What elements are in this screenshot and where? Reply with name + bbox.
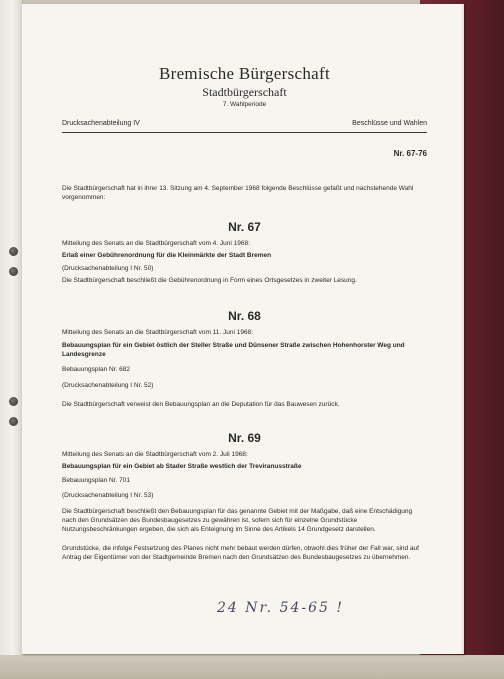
binder-edge bbox=[0, 0, 23, 679]
section-mitteilung: Mitteilung des Senats an die Stadtbürgerschaft vom 11. Juni 1968: bbox=[62, 329, 254, 336]
category-label: Beschlüsse und Wahlen bbox=[352, 120, 427, 127]
binder-ring bbox=[9, 267, 18, 276]
section-number: Nr. 68 bbox=[228, 309, 261, 323]
header-rule bbox=[62, 132, 427, 133]
section-number: Nr. 67 bbox=[228, 220, 261, 234]
document-number: Nr. 67-76 bbox=[393, 149, 427, 158]
section-title: Bebauungsplan für ein Gebiet ab Stader Straße westlich der Treviranusstraße bbox=[62, 463, 302, 470]
section-plan: Bebauungsplan Nr. 701 bbox=[62, 477, 130, 484]
binder-ring bbox=[9, 417, 18, 426]
page-subtitle: Stadtbürgerschaft bbox=[202, 85, 287, 99]
binder-ring bbox=[9, 397, 18, 406]
handwritten-note: 24 Nr. 54-65 ! bbox=[217, 600, 345, 616]
intro-text: Die Stadtbürgerschaft hat in ihrer 13. Sitzung am 4. September 1968 folgende Beschlüsse gefaßt und nachstehende Wahl vorgenommen: bbox=[62, 185, 414, 201]
section-decision: Die Stadtbürgerschaft beschließt den Bebauungsplan für das genannte Gebiet mit der Maßgabe, daß eine Entschädigung nach den Grundsätzen des Bundesbaugesetzes zu gewähren ist, sofern sich für einzelne Grundstücke Nutzungsbeschränkungen ergeben, die sich als Enteignung im Sinne des Artikels 14 Grundgesetz darstellen. bbox=[62, 508, 413, 533]
section-title: Bebauungsplan für ein Gebiet östlich der Steller Straße und Dünsener Straße zwischen Hohenhorster Weg und Landesgrenze bbox=[62, 342, 405, 358]
document-page bbox=[22, 4, 464, 654]
section-decision: Die Stadtbürgerschaft beschließt die Gebührenordnung in Form eines Ortsgesetzes in zweiter Lesung. bbox=[62, 277, 357, 284]
department-label: Drucksachenabteilung IV bbox=[62, 120, 140, 127]
binder-ring bbox=[9, 247, 18, 256]
section-mitteilung: Mitteilung des Senats an die Stadtbürgerschaft vom 4. Juni 1968: bbox=[62, 240, 250, 247]
section-title: Erlaß einer Gebührenordnung für die Kleinmärkte der Stadt Bremen bbox=[62, 252, 272, 259]
section-number: Nr. 69 bbox=[228, 431, 261, 445]
section-decision: Die Stadtbürgerschaft verweist den Bebauungsplan an die Deputation für das Bauwesen zurück. bbox=[62, 401, 340, 408]
legislative-period: 7. Wahlperiode bbox=[222, 101, 267, 108]
section-reference: (Drucksachenabteilung I Nr. 50) bbox=[62, 265, 154, 272]
page-title: Bremische Bürgerschaft bbox=[158, 64, 331, 83]
section-plan: Bebauungsplan Nr. 682 bbox=[62, 366, 130, 373]
section-reference: (Drucksachenabteilung I Nr. 53) bbox=[62, 492, 154, 499]
section-mitteilung: Mitteilung des Senats an die Stadtbürgerschaft vom 2. Juli 1968: bbox=[62, 451, 248, 458]
section-decision-2: Grundstücke, die infolge Festsetzung des Planes nicht mehr bebaut werden dürfen, obwohl dies früher der Fall war, sind auf Antrag der Eigentümer von der Stadtgemeinde Bremen nach den Grundsätzen des Bundesbaugesetzes zu übernehmen. bbox=[62, 545, 419, 561]
desk-surface bbox=[0, 655, 504, 679]
section-reference: (Drucksachenabteilung I Nr. 52) bbox=[62, 382, 154, 389]
